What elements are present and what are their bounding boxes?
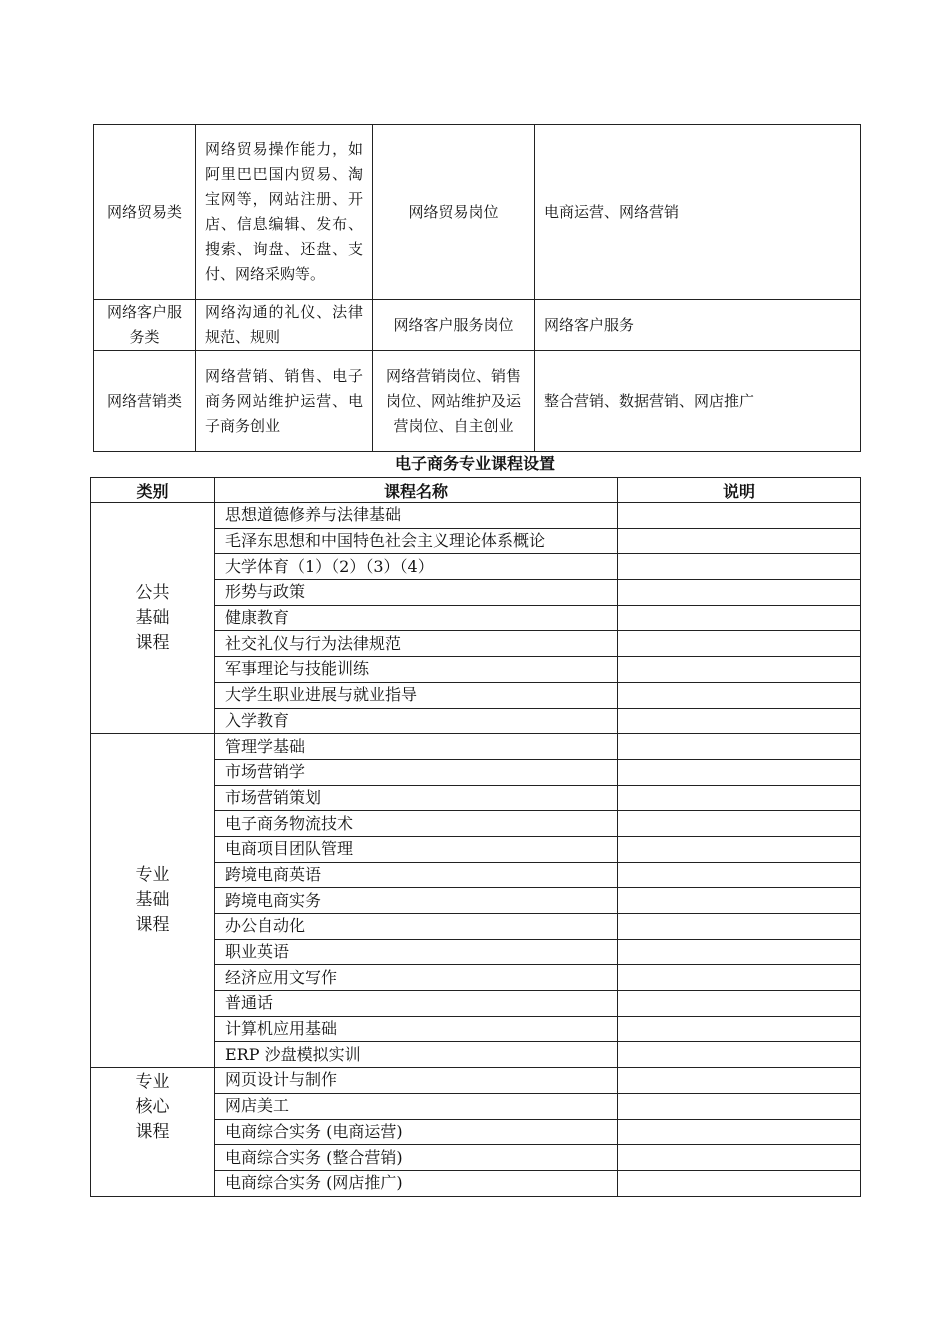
table-row [94,300,861,351]
table-row [94,351,861,452]
course-note [618,1170,861,1196]
header-course-name: 课程名称 [215,478,618,503]
course-name: 市场营销策划 [215,785,618,811]
course-note [618,836,861,862]
course-note [618,888,861,914]
course-note [618,734,861,760]
course-name: 管理学基础 [215,734,618,760]
job-position: 网络贸易岗位 [373,125,535,300]
course-note [618,862,861,888]
table-row [91,1068,861,1094]
course-note [618,811,861,837]
course-name: 毛泽东思想和中国特色社会主义理论体系概论 [215,528,618,554]
course-category [91,1068,215,1196]
course-name: 经济应用文写作 [215,965,618,991]
table-row [91,503,861,529]
course-name: 计算机应用基础 [215,1016,618,1042]
course-name: 跨境电商英语 [215,862,618,888]
course-category-label: 公共基础课程 [135,582,170,653]
course-note [618,1016,861,1042]
course-name: 网页设计与制作 [215,1068,618,1094]
job-direction: 整合营销、数据营销、网店推广 [535,351,861,452]
course-name: 形势与政策 [215,580,618,606]
course-name: 电商项目团队管理 [215,836,618,862]
course-category-label: 专业基础课程 [135,865,170,936]
course-category-label: 专业核心课程 [135,1072,170,1143]
course-category [91,503,215,734]
course-name: 思想道德修养与法律基础 [215,503,618,529]
job-position: 网络营销岗位、销售岗位、网站维护及运营岗位、自主创业 [373,351,535,452]
job-direction: 网络客户服务 [535,300,861,351]
job-position: 网络客户服务岗位 [373,300,535,351]
header-note: 说明 [618,478,861,503]
course-name: 大学生职业进展与就业指导 [215,682,618,708]
course-note [618,708,861,734]
course-note [618,965,861,991]
course-note [618,939,861,965]
course-note [618,759,861,785]
course-name: 入学教育 [215,708,618,734]
course-note [618,657,861,683]
job-abilities: 网络沟通的礼仪、法律规范、规则 [196,300,373,351]
course-name: 网店美工 [215,1093,618,1119]
course-name: 电商综合实务 (整合营销) [215,1145,618,1171]
header-category: 类别 [91,478,215,503]
job-abilities: 网络贸易操作能力，如阿里巴巴国内贸易、淘宝网等，网站注册、开店、信息编辑、发布、搜索、询盘、还盘、支付、网络采购等。 [196,125,373,300]
course-name: 大学体育（1）（2）（3）（4） [215,554,618,580]
course-name: 电商综合实务 (网店推广) [215,1170,618,1196]
table-header-row [91,478,861,503]
table-row [94,125,861,300]
job-category: 网络客户服务类 [94,300,196,351]
job-category-table [93,124,861,452]
course-note [618,682,861,708]
course-note [618,785,861,811]
course-note [618,503,861,529]
course-name: 办公自动化 [215,914,618,940]
course-note [618,991,861,1017]
course-note [618,1093,861,1119]
course-name: 市场营销学 [215,759,618,785]
course-note [618,1042,861,1068]
course-note [618,1145,861,1171]
course-name: 健康教育 [215,605,618,631]
course-note [618,605,861,631]
course-note [618,580,861,606]
course-table [90,477,861,1197]
course-note [618,528,861,554]
table-row [91,734,861,760]
course-category [91,734,215,1068]
course-name: 电商综合实务 (电商运营) [215,1119,618,1145]
course-table-title: 电子商务专业课程设置 [394,454,555,473]
job-direction: 电商运营、网络营销 [535,125,861,300]
course-name: 军事理论与技能训练 [215,657,618,683]
course-name: 职业英语 [215,939,618,965]
course-name: 跨境电商实务 [215,888,618,914]
course-name: 社交礼仪与行为法律规范 [215,631,618,657]
course-note [618,914,861,940]
course-name: ERP 沙盘模拟实训 [215,1042,618,1068]
course-name: 普通话 [215,991,618,1017]
job-category: 网络贸易类 [94,125,196,300]
course-note [618,1068,861,1094]
job-abilities: 网络营销、销售、电子商务网站维护运营、电子商务创业 [196,351,373,452]
course-name: 电子商务物流技术 [215,811,618,837]
course-note [618,631,861,657]
course-note [618,554,861,580]
job-category: 网络营销类 [94,351,196,452]
course-note [618,1119,861,1145]
